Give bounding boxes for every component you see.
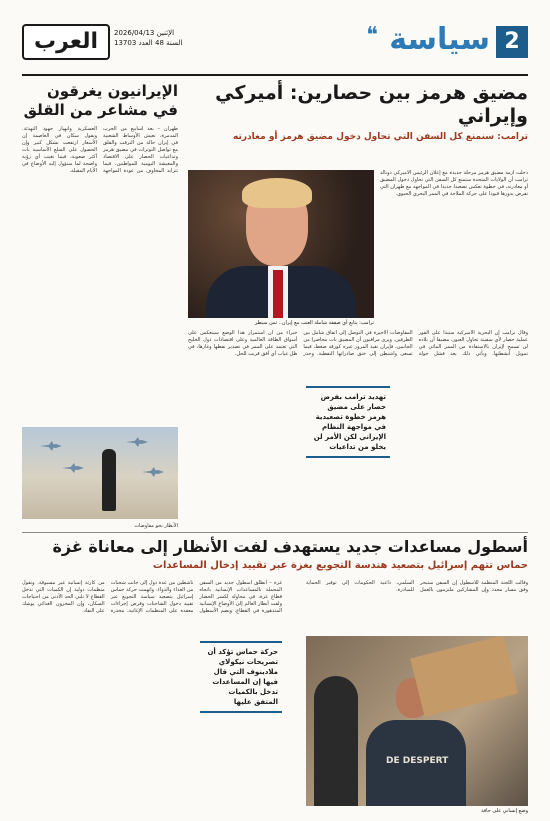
jet-icon <box>126 437 148 447</box>
main-body: وقال ترامب إن البحرية الأميركية ستبدأ على الفور عملية حصار لأي سفينة تحاول العبور، مضيفا أن بلاده لن تسمح لإيران بالاستفادة من الممر المائي في تمويل أنشطتها. ويأتي ذلك بعد فشل جولة المفاوضات الأخيرة في التوصل إلى اتفاق شامل بين الطرفين. ويرى مراقبون أن المضيق بات محاصرا من الجانبين، فإيران تقيد المرور عبره كورقة ضغط، فيما تسعى واشنطن إلى خنق صادراتها النفطية. وحذر خبراء من أن استمرار هذا الوضع سينعكس على أسواق الطاقة العالمية وعلى اقتصادات دول الخليج التي تعتمد على الممر في تصدير نفطها وغازها، في ظل غياب أي أفق قريب للحل. <box>188 330 528 357</box>
issue-text: السنة 48 العدد 13703 <box>114 39 183 47</box>
hair-shape <box>242 178 312 208</box>
bottom-photo <box>306 636 528 806</box>
sidebar-story <box>22 82 178 527</box>
quote-marks-icon: ❝ <box>366 23 378 48</box>
pedestrian-figure <box>102 449 116 511</box>
dateline <box>114 28 182 48</box>
jet-icon <box>62 463 84 473</box>
section-title: سياسة <box>389 22 490 57</box>
bottom-photo-caption: وضع إنساني على حافة <box>481 808 528 814</box>
tie-shape <box>273 270 283 318</box>
woman-figure <box>314 676 358 806</box>
brand-logo: العرب <box>22 24 110 60</box>
page-number: 2 <box>496 26 528 58</box>
masthead <box>22 22 528 66</box>
shirt-print: DE DESPERT <box>386 756 449 766</box>
main-photo-caption: ترامب: يتابع أي صفقة شاملة العنب مع إيران.. ثمن سيطر <box>254 320 374 326</box>
sidebar-headline: الإيرانيون يغرقون في مشاعر من القلق <box>23 82 178 119</box>
main-photo <box>188 170 374 318</box>
sidebar-photo <box>22 427 178 519</box>
aid-box <box>410 636 518 717</box>
bottom-subhead: حماس تتهم إسرائيل بتصعيد هندسة التجويع بغزة عبر تقييد إدخال المساعدات <box>152 560 528 571</box>
main-headline: مضيق هرمز بين حصارين: أميركي وإيراني <box>215 82 528 127</box>
date-text: الإثنين 2026/04/13 <box>114 29 175 37</box>
jet-icon <box>40 441 62 451</box>
section-divider <box>22 532 528 533</box>
bottom-pull-quote: حركة حماس تؤكد أن تصريحات نيكولاي ملادينوف التي قال فيها إن المساعدات تدخل بالكميات المتفق عليها <box>200 641 282 713</box>
main-subhead: ترامب: سنمنع كل السفن التي تحاول دخول مضيق هرمز أو مغادرته <box>233 132 528 142</box>
jet-icon <box>142 467 164 477</box>
main-story <box>188 82 528 527</box>
masthead-rule <box>22 74 528 76</box>
sidebar-photo-caption: الأنظار نحو مفاوضات <box>134 523 178 529</box>
bottom-headline: أسطول مساعدات جديد يستهدف لفت الأنظار إلى معاناة غزة <box>52 537 528 556</box>
sidebar-body: طهران – بعد أسابيع من الحرب المدمرة، تعيش الأوساط الشعبية في إيران حالة من الترقب والقلق مع تواصل التوترات في مضيق هرمز وتداعيات الحصار على الاقتصاد والمعيشة اليومية للمواطنين، فيما تتزايد المخاوف من عودة المواجهة العسكرية وانهيار جهود التهدئة. ويقول سكان في العاصمة إن الأسعار ارتفعت بشكل كبير وإن الحصول على السلع الأساسية بات أكثر صعوبة، فيما تغيب أي رؤية واضحة لما ستؤول إليه الأوضاع في الأيام المقبلة. <box>22 126 178 174</box>
main-pull-quote: تهديد ترامب بفرض حصار على مضيق هرمز خطوة تصعيدية في مواجهة النظام الإيراني لكن الأمر لن يخلو من تداعيات <box>306 386 390 458</box>
bottom-body: غزة – انطلق أسطول جديد من السفن المحملة بالمساعدات الإنسانية باتجاه قطاع غزة، في محاولة لكسر الحصار ولفت أنظار العالم إلى الأوضاع الإنسانية المتدهورة في القطاع. ويضم الأسطول ناشطين من عدة دول إلى جانب شحنات من الغذاء والدواء. واتهمت حركة حماس إسرائيل بتصعيد سياسة التجويع عبر تقييد دخول الشاحنات وفرض إجراءات معقدة على المنظمات الإغاثية، محذرة من كارثة إنسانية غير مسبوقة. وتقول منظمات دولية إن الكميات التي تدخل القطاع لا تلبي الحد الأدنى من احتياجات السكان، وإن المخزون الغذائي يوشك على النفاد. <box>22 580 282 614</box>
bottom-lead-text: وقالت اللجنة المنظمة للأسطول إن السفن ستبحر وفق مسار محدد وإن المشاركين ملتزمون بالعمل السلمي، داعية الحكومات إلى توفير الحماية للمبادرة. <box>306 580 528 593</box>
main-lead-text: دخلت أزمة مضيق هرمز مرحلة جديدة مع إعلان الرئيس الأميركي دونالد ترامب أن الولايات المتحدة ستمنع كل السفن التي تحاول دخول المضيق أو مغادرته، في خطوة تعكس تصعيدا جديدا في المواجهة مع طهران التي تفرض بدورها قيودا على حركة الملاحة في الممر البحري الحيوي. <box>380 170 528 197</box>
